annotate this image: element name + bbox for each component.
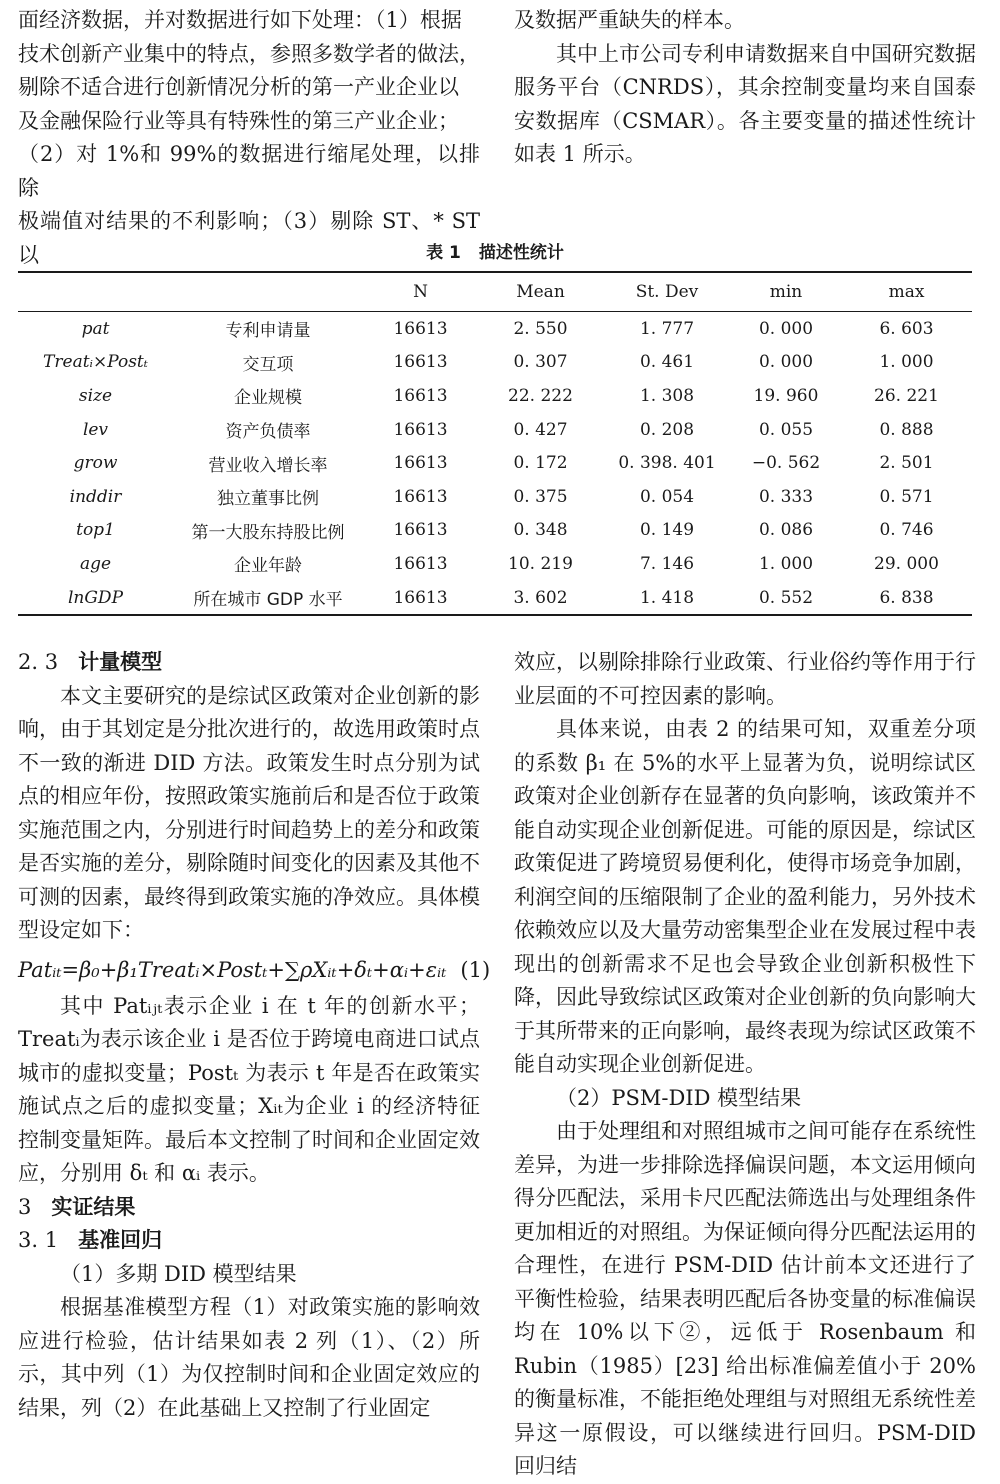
table-row: [18, 581, 972, 616]
equation: [18, 950, 491, 990]
paragraph: 本文主要研究的是综试区政策对企业创新的影响，由于其划定是分批次进行的，故选用政策时点不一致的渐进 DID 方法。政策发生时点分别为试点的相应年份，按照政策实施前后和是否位于政策实施范围之内，分别进行时间趋势上的差分和政策是否实施的差分，剔除随时间变化的因素及其他不可测的因素，最终得到政策实施的净效应。具体模型设定如下：: [18, 683, 480, 942]
cell-n: 16613: [393, 553, 448, 574]
cell-sd: 0. 054: [639, 486, 695, 507]
section-number: 2. 3: [18, 650, 59, 674]
top-left-text: [18, 4, 480, 272]
cell-min: 0. 055: [758, 419, 814, 440]
header-n: N: [413, 282, 428, 302]
cell-max: 6. 603: [879, 318, 934, 339]
text-line: 及金融保险行业等具有特殊性的第三产业企业；: [18, 108, 459, 133]
table-header-row: [18, 272, 972, 312]
cell-min: 0. 333: [758, 486, 814, 507]
cell-mean: 0. 375: [513, 486, 568, 507]
text-line: 面经济数据，并对数据进行如下处理：（1）根据: [18, 8, 462, 32]
cell-max: 2. 501: [879, 453, 934, 474]
table-caption-title: 描述性统计: [478, 243, 564, 263]
cell-mean: 0. 307: [513, 352, 568, 373]
descriptive-stats-table: [18, 235, 972, 616]
cell-var: lnGDP: [67, 587, 124, 608]
cell-n: 16613: [393, 587, 448, 608]
cell-max: 0. 746: [879, 520, 934, 541]
cell-desc: 独立董事比例: [217, 489, 319, 510]
cell-n: 16613: [393, 520, 448, 541]
cell-desc: 专利申请量: [225, 321, 311, 342]
cell-var: Treatᵢ×Postₜ: [43, 352, 148, 373]
cell-max: 1. 000: [879, 352, 934, 373]
cell-min: 0. 552: [758, 587, 814, 608]
table-row: [18, 346, 972, 380]
cell-sd: 0. 398. 401: [618, 453, 716, 474]
cell-desc: 交互项: [242, 354, 294, 375]
table-row: [18, 312, 972, 346]
equation-number: (1): [460, 957, 491, 982]
section-number: 3. 1: [18, 1228, 59, 1252]
cell-n: 16613: [393, 352, 448, 373]
section-heading-2-3: [18, 646, 480, 680]
cell-var: pat: [81, 318, 110, 339]
paragraph: 根据基准模型方程（1）对政策实施的影响效应进行检验，估计结果如表 2 列（1）、（2）所示，其中列（1）为仅控制时间和企业固定效应的结果，列（2）在此基础上又控制了行业固定: [18, 1295, 480, 1420]
table-caption-label: 表 1: [426, 243, 461, 263]
section-heading-3-1: [18, 1224, 480, 1258]
cell-n: 16613: [393, 318, 448, 339]
subsection-heading: （2）PSM-DID 模型结果: [556, 1085, 802, 1110]
cell-desc: 资产负债率: [225, 422, 311, 443]
cell-min: 19. 960: [753, 385, 819, 406]
header-var: [18, 272, 173, 312]
cell-mean: 0. 427: [513, 419, 568, 440]
text-line: （2）对 1%和 99%的数据进行缩尾处理，以排除: [18, 142, 480, 200]
cell-var: grow: [73, 453, 118, 474]
paragraph: 效应，以剔除排除行业政策、行业俗约等作用于行业层面的不可控因素的影响。: [514, 650, 976, 708]
cell-var: lev: [82, 419, 109, 440]
table-row: [18, 379, 972, 413]
cell-desc: 营业收入增长率: [208, 455, 328, 476]
table-row: [18, 547, 972, 581]
section-number: 3: [18, 1194, 32, 1219]
table-caption: [18, 235, 972, 271]
subsection-heading: （1）多期 DID 模型结果: [60, 1261, 297, 1286]
cell-sd: 1. 308: [639, 385, 695, 406]
top-right-text: [514, 4, 976, 172]
paragraph: 其中上市公司专利申请数据来自中国研究数据服务平台（CNRDS），其余控制变量均来自国泰安数据库（CSMAR）。各主要变量的描述性统计如表 1 所示。: [514, 41, 976, 166]
section-title: 计量模型: [78, 650, 163, 674]
header-sd: St. Dev: [635, 282, 699, 302]
cell-max: 0. 888: [879, 419, 934, 440]
cell-sd: 0. 149: [639, 520, 695, 541]
text-line: 技术创新产业集中的特点，参照多数学者的做法，: [18, 41, 480, 66]
cell-mean: 22. 222: [508, 385, 573, 406]
cell-sd: 0. 208: [639, 419, 695, 440]
cell-max: 29. 000: [874, 553, 939, 574]
cell-min: 1. 000: [758, 553, 814, 574]
bottom-left-text: [18, 646, 491, 1425]
cell-desc: 第一大股东持股比例: [191, 522, 345, 543]
cell-var: top1: [76, 520, 115, 541]
paragraph: 具体来说，由表 2 的结果可知，双重差分项的系数 β₁ 在 5%的水平上显著为负，说明综试区政策对企业创新存在显著的负向影响，该政策并不能自动实现企业创新促进。可能的原因是，综试区政策促进了跨境贸易便利化，使得市场竞争加剧，利润空间的压缩限制了企业的盈利能力，另外技术依赖效应以及大量劳动密集型企业在发展过程中表现出的创新需求不足也会导致企业创新积极性下降，因此导致综试区政策对企业创新的负向影响大于其所带来的正向影响，最终表现为综试区政策不能自动实现企业创新促进。: [514, 717, 976, 1076]
header-desc: [173, 272, 363, 312]
text-line: 及数据严重缺失的样本。: [514, 8, 745, 32]
table-row: [18, 446, 972, 480]
cell-min: 0. 086: [758, 520, 814, 541]
cell-sd: 1. 418: [639, 587, 695, 608]
header-min: min: [769, 282, 803, 302]
cell-sd: 1. 777: [639, 318, 695, 339]
cell-max: 6. 838: [879, 587, 934, 608]
cell-max: 26. 221: [874, 385, 939, 406]
table-row: [18, 480, 972, 514]
header-max: max: [888, 282, 925, 302]
cell-n: 16613: [393, 419, 448, 440]
cell-n: 16613: [393, 453, 448, 474]
text-line: 剔除不适合进行创新情况分析的第一产业企业以: [18, 75, 459, 99]
cell-mean: 2. 550: [513, 318, 568, 339]
cell-sd: 0. 461: [639, 352, 695, 373]
cell-mean: 0. 172: [513, 453, 568, 474]
cell-min: 0. 000: [758, 352, 814, 373]
cell-mean: 10. 219: [508, 553, 573, 574]
cell-max: 0. 571: [879, 486, 934, 507]
cell-desc: 所在城市 GDP 水平: [193, 590, 343, 611]
stats-table: [18, 271, 972, 616]
cell-n: 16613: [393, 486, 448, 507]
text-line: 极端值对结果的不利影响；（3）剔除 ST、* ST 以: [18, 209, 480, 267]
paragraph: 由于处理组和对照组城市之间可能存在系统性差异，为进一步排除选择偏误问题，本文运用倾向得分匹配法，采用卡尺匹配法筛选出与处理组条件更加相近的对照组。为保证倾向得分匹配法运用的合理性，在进行 PSM-DID 估计前本文还进行了平衡性检验，结果表明匹配后各协变量的标准偏误均在 10%以下②，远低于 Rosenbaum 和 Rubin（1985）[23] 给出标准偏差值小于 20%的衡量标准，不能拒绝处理组与对照组无系统性差异这一原假设，可以继续进行回归。PSM-DID 回归结: [514, 1119, 976, 1478]
cell-var: age: [79, 553, 112, 574]
cell-mean: 0. 348: [513, 520, 568, 541]
cell-desc: 企业年龄: [234, 556, 302, 577]
cell-min: 0. 000: [758, 318, 814, 339]
section-heading-3: [18, 1191, 480, 1225]
cell-n: 16613: [393, 385, 448, 406]
paragraph: 其中 Patᵢⱼₜ表示企业 i 在 t 年的创新水平；Treatᵢ为表示该企业 i 是否位于跨境电商进口试点城市的虚拟变量；Postₜ 为表示 t 年是否在政策实施试点之后的虚拟变量；Xᵢₜ为企业 i 的经济特征控制变量矩阵。最后本文控制了时间和企业固定效应，分别用 δₜ 和 αᵢ 表示。: [18, 993, 480, 1185]
table-row: [18, 413, 972, 447]
cell-min: −0. 562: [751, 453, 821, 474]
section-title: 实证结果: [51, 1194, 136, 1219]
bottom-right-text: [514, 646, 976, 1484]
header-mean: Mean: [516, 282, 565, 302]
cell-desc: 企业规模: [234, 388, 302, 409]
equation-body: Patᵢₜ=β₀+β₁Treatᵢ×Postₜ+∑ρXᵢₜ+δₜ+αᵢ+εᵢₜ: [18, 957, 447, 982]
table-row: [18, 514, 972, 548]
cell-sd: 7. 146: [639, 553, 695, 574]
section-title: 基准回归: [78, 1228, 163, 1252]
cell-var: size: [78, 385, 113, 406]
cell-mean: 3. 602: [513, 587, 568, 608]
cell-var: inddir: [69, 486, 122, 507]
